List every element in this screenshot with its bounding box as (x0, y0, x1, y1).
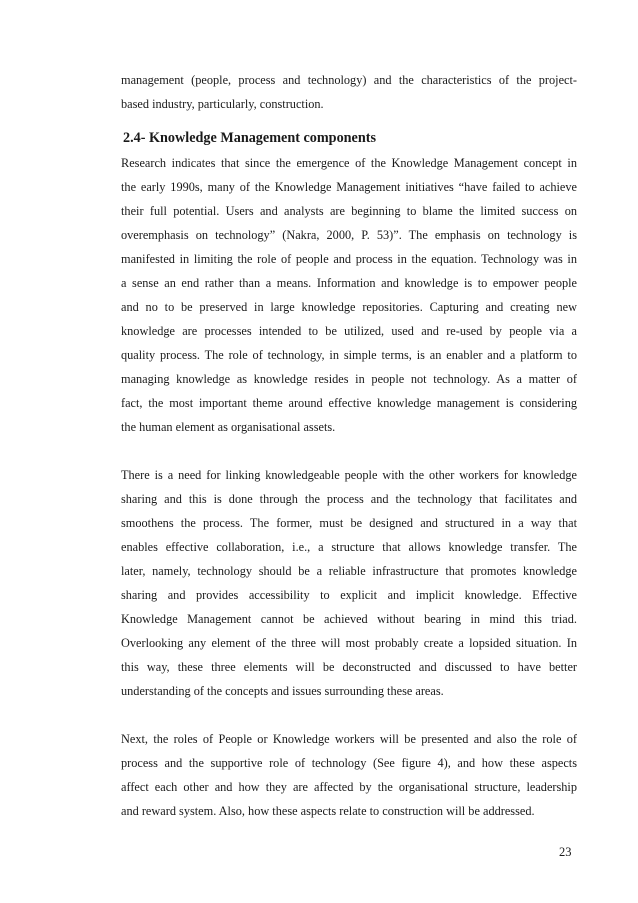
text-line: and no to be preserved in large knowledge repositories. Capturing and creating new (121, 300, 577, 314)
text-line: quality process. The role of technology, in simple terms, is an enabler and a platform to (121, 348, 577, 362)
paragraph-2 (121, 467, 577, 699)
text-line: enables effective collaboration, i.e., a structure that allows knowledge transfer. The (121, 540, 577, 554)
text-line: their full potential. Users and analysts are beginning to blame the limited success on (121, 204, 577, 218)
text-line: and reward system. Also, how these aspects relate to construction will be addressed. (121, 804, 535, 818)
text-line: management (people, process and technology) and the characteristics of the project- (121, 73, 577, 87)
document-page (121, 72, 577, 819)
text-line: fact, the most important theme around effective knowledge management is considering (121, 396, 577, 410)
text-line: based industry, particularly, construction. (121, 97, 324, 111)
text-line: Research indicates that since the emergence of the Knowledge Management concept in (121, 156, 577, 170)
paragraph-1 (121, 155, 577, 435)
text-line: affect each other and how they are affected by the organisational structure, leadership (121, 780, 577, 794)
text-line: Overlooking any element of the three will most probably create a lopsided situation. In (121, 636, 577, 650)
text-line: this way, these three elements will be deconstructed and discussed to have better (121, 660, 577, 674)
text-line: Knowledge Management cannot be achieved without bearing in mind this triad. (121, 612, 577, 626)
section-heading: 2.4- Knowledge Management components (123, 130, 376, 146)
text-line: overemphasis on technology” (Nakra, 2000, P. 53)”. The emphasis on technology is (121, 228, 577, 242)
page-number: 23 (559, 845, 572, 859)
text-line: knowledge are processes intended to be utilized, used and re-used by people via a (121, 324, 577, 338)
text-line: sharing and this is done through the process and the technology that facilitates and (121, 492, 577, 506)
text-line: a sense an end rather than a means. Information and knowledge is to empower people (121, 276, 577, 290)
text-line: understanding of the concepts and issues surrounding these areas. (121, 684, 444, 698)
text-line: Next, the roles of People or Knowledge workers will be presented and also the role of (121, 732, 577, 746)
text-line: manifested in limiting the role of people and process in the equation. Technology was in (121, 252, 577, 266)
text-line: the early 1990s, many of the Knowledge Management initiatives “have failed to achieve (121, 180, 577, 194)
text-line: There is a need for linking knowledgeable people with the other workers for knowledge (121, 468, 577, 482)
intro-paragraph (121, 72, 577, 112)
text-line: sharing and provides accessibility to explicit and implicit knowledge. Effective (121, 588, 577, 602)
text-line: later, namely, technology should be a reliable infrastructure that promotes knowledge (121, 564, 577, 578)
text-line: process and the supportive role of technology (See figure 4), and how these aspects (121, 756, 577, 770)
text-line: smoothens the process. The former, must be designed and structured in a way that (121, 516, 577, 530)
paragraph-3 (121, 731, 577, 819)
text-line: the human element as organisational assets. (121, 420, 336, 434)
text-line: managing knowledge as knowledge resides in people not technology. As a matter of (121, 372, 577, 386)
